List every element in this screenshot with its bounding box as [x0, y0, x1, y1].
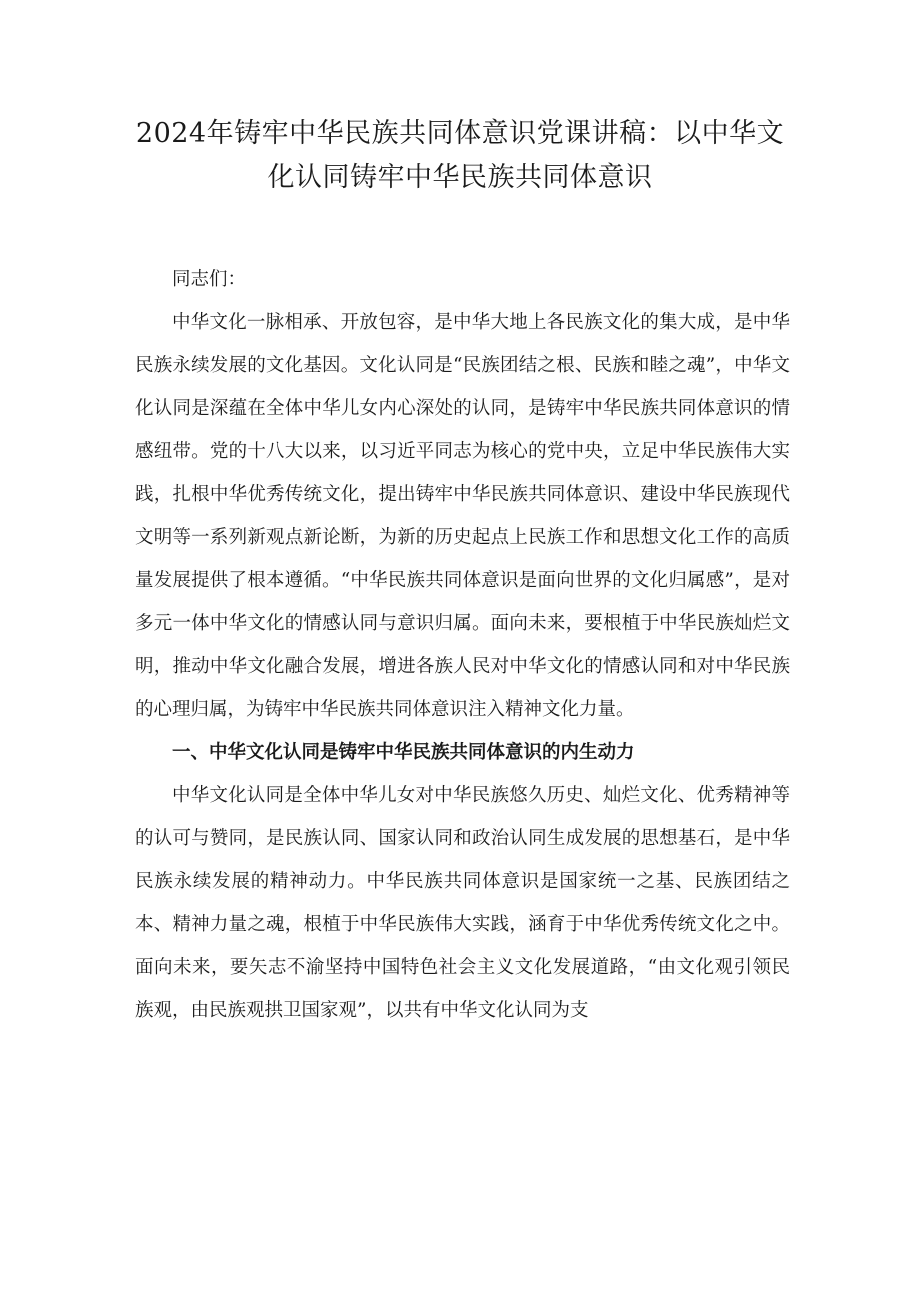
- paragraph-section-1: 中华文化认同是全体中华儿女对中华民族悠久历史、灿烂文化、优秀精神等的认可与赞同，是民族认同、国家认同和政治认同生成发展的思想基石，是中华民族永续发展的精神动力。中华民族共同体意识是国家统一之基、民族团结之本、精神力量之魂，根植于中华民族伟大实践，涵育于中华优秀传统文化之中。面向未来，要矢志不渝坚持中国特色社会主义文化发展道路，“由文化观引领民族观，由民族观拱卫国家观”，以共有中华文化认同为支: [135, 785, 790, 1021]
- section-heading-1: 一、中华文化认同是铸牢中华民族共同体意识的内生动力: [172, 742, 635, 763]
- paragraph-intro: 中华文化一脉相承、开放包容，是中华大地上各民族文化的集大成，是中华民族永续发展的文化基因。文化认同是“民族团结之根、民族和睦之魂”，中华文化认同是深蕴在全体中华儿女内心深处的认同，是铸牢中华民族共同体意识的情感纽带。党的十八大以来，以习近平同志为核心的党中央，立足中华民族伟大实践，扎根中华优秀传统文化，提出铸牢中华民族共同体意识、建设中华民族现代文明等一系列新观点新论断，为新的历史起点上民族工作和思想文化工作的高质量发展提供了根本遵循。“中华民族共同体意识是面向世界的文化归属感”，是对多元一体中华文化的情感认同与意识归属。面向未来，要根植于中华民族灿烂文明，推动中华文化融合发展，增进各族人民对中华文化的情感认同和对中华民族的心理归属，为铸牢中华民族共同体意识注入精神文化力量。: [135, 312, 790, 720]
- document-title-line2: 化认同铸牢中华民族共同体意识: [267, 162, 653, 193]
- document-title: [120, 112, 800, 200]
- document-body: [135, 258, 790, 1032]
- document-title-line1: 2024年铸牢中华民族共同体意识党课讲稿：以中华文: [135, 118, 785, 149]
- salutation: 同志们：: [172, 269, 247, 290]
